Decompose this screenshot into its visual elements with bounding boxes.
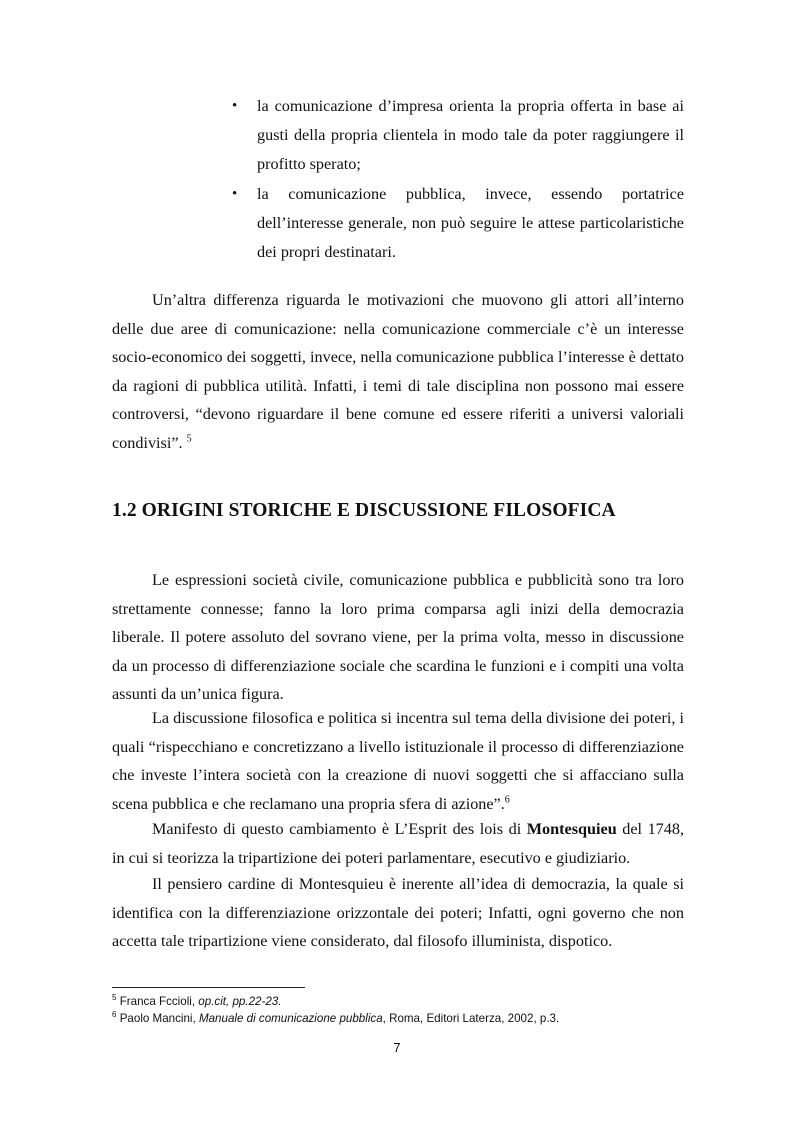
paragraph: Un’altra differenza riguarda le motivazioni che muovono gli attori all’interno delle due aree di comunicazione: nella comunicazione commerciale c’è un interesse socio-economico dei soggetti, invece, nella comunicazione pubblica l’interesse è dettato da ragioni di pubblica utilità. Infatti, i temi di tale disciplina non possono mai essere controversi, “devono riguardare il bene comune ed essere riferiti a universi valoriali condivisi”. $^5$	[112, 291, 684, 452]
footnote: $^6$ Paolo Mancini, Manuale di comunicazione pubblica, Roma, Editori Laterza, 2002, p.3.	[112, 1010, 560, 1025]
footnote: $^5$ Franca Fccioli, op.cit, pp.22-23.	[112, 993, 282, 1008]
footnote-separator	[112, 987, 305, 988]
footnotes	[112, 993, 692, 1027]
page-number: 7	[393, 1040, 401, 1055]
paragraph: La discussione filosofica e politica si incentra sul tema della divisione dei poteri, i quali “rispecchiano e concretizzano a livello istituzionale il processo di differenziazione che investe l’intera società con la creazione di nuovi soggetti che si affacciano sulla scena pubblica e che reclamano una propria sfera di azione”.$^6$	[112, 709, 684, 813]
bullet-list	[232, 92, 684, 267]
bullet-item: • la comunicazione d’impresa orienta la propria offerta in base ai gusti della propria clientela in modo tale da poter raggiungere il profitto sperato;	[232, 92, 684, 179]
paragraph: Il pensiero cardine di Montesquieu è inerente all’idea di democrazia, la quale si identifica con la differenziazione orizzontale dei poteri; Infatti, ogni governo che non accetta tale tripartizione viene considerato, dal filosofo illuminista, dispotico.	[112, 875, 684, 951]
footnote-ref: 6	[504, 794, 510, 806]
paragraph: Manifesto di questo cambiamento è L’Esprit des lois di Montesquieu del 1748, in cui si teorizza la tripartizione dei poteri parlamentare, esecutivo e giudiziario.	[112, 820, 684, 867]
bullet-item: • la comunicazione pubblica, invece, essendo portatrice dell’interesse generale, non può seguire le attese particolaristiche dei propri destinatari.	[232, 180, 684, 267]
bold-name: Montesquieu	[526, 820, 617, 838]
paragraph: Le espressioni società civile, comunicazione pubblica e pubblicità sono tra loro strettamente connesse; fanno la loro prima comparsa agli inizi della democrazia liberale. Il potere assoluto del sovrano viene, per la prima volta, messo in discussione da un processo di differenziazione sociale che scardina le funzioni e i compiti una volta assunti da un’unica figura.	[112, 571, 684, 704]
footnote-ref: 5	[186, 433, 192, 445]
section-heading: 1.2 ORIGINI STORICHE E DISCUSSIONE FILOSOFICA	[112, 500, 616, 521]
